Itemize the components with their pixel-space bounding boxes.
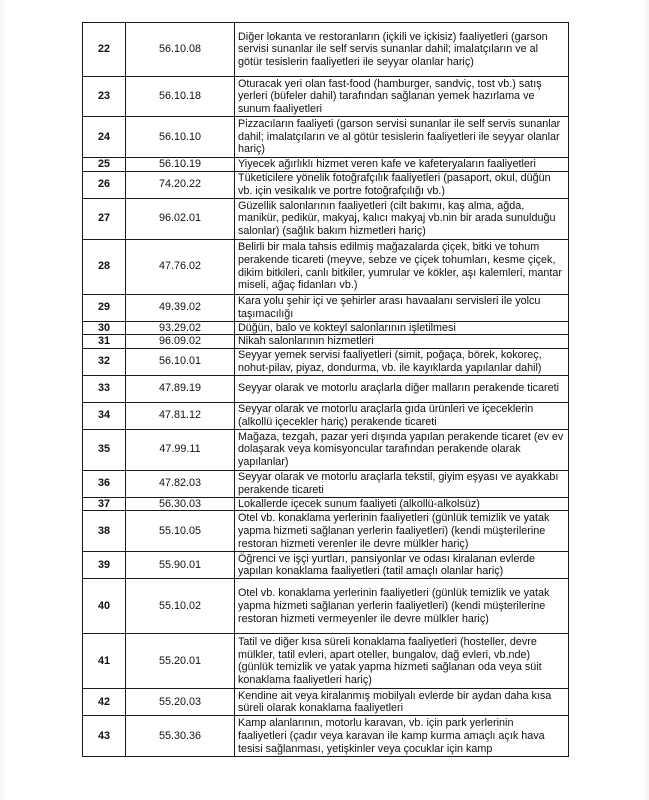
table-row xyxy=(83,335,569,349)
activity-description: Tatil ve diğer kısa süreli konaklama faaliyetleri (hosteller, devre mülkler, tatil evleri, apart oteller, bungalov, dağ evleri, vb.nde) (günlük temizlik ve yatak yapma hizmeti sağlanan oda veya süit konaklama faaliyetleri hariç) xyxy=(235,634,569,689)
activity-description: Lokallerde içecek sunum faaliyeti (alkollü-alkolsüz) xyxy=(235,497,569,511)
nace-code: 47.76.02 xyxy=(126,239,235,294)
table-row xyxy=(83,239,569,294)
table-row xyxy=(83,77,569,117)
row-number: 31 xyxy=(83,335,126,349)
table-row xyxy=(83,429,569,470)
nace-code: 56.10.08 xyxy=(126,23,235,77)
row-number: 33 xyxy=(83,375,126,402)
activity-description: Yiyecek ağırlıklı hizmet veren kafe ve kafeteryaların faaliyetleri xyxy=(235,158,569,172)
nace-code: 56.10.19 xyxy=(126,158,235,172)
table-row xyxy=(83,321,569,335)
activity-description: Kendine ait veya kiralanmış mobilyalı evlerde bir aydan daha kısa süreli olarak konaklama faaliyetleri xyxy=(235,689,569,716)
activity-description: Güzellik salonlarının faaliyetleri (cilt bakımı, kaş alma, ağda, manikür, pedikür, makyaj, kalıcı makyaj vb.nin bir arada sunulduğu salonlar) (sağlık bakım hizmetleri hariç) xyxy=(235,198,569,239)
activity-description: Belirli bir mala tahsis edilmiş mağazalarda çiçek, bitki ve tohum perakende ticareti (meyve, sebze ve çiçek tohumları, kesme çiçek, dikim bitkileri, canlı bitkiler, yumrular ve kökler, aşı kalemleri, mantar miseli, ağaç fidanları vb.) xyxy=(235,239,569,294)
nace-code: 55.10.02 xyxy=(126,579,235,634)
table-row xyxy=(83,470,569,497)
activity-description: Öğrenci ve işçi yurtları, pansiyonlar ve odası kiralanan evlerde yapılan konaklama faaliyetleri (tatil amaçlı olanlar hariç) xyxy=(235,552,569,579)
nace-code: 56.10.18 xyxy=(126,77,235,117)
table-row xyxy=(83,402,569,429)
row-number: 35 xyxy=(83,429,126,470)
table-row xyxy=(83,634,569,689)
nace-code: 55.90.01 xyxy=(126,552,235,579)
activity-description: Pizzacıların faaliyeti (garson servisi sunanlar ile self servis sunanlar dahil; imalatçıların ve al götür tesislerin faaliyetleri ile seyyar olanlar hariç) xyxy=(235,117,569,158)
nace-code: 55.10.05 xyxy=(126,511,235,552)
row-number: 30 xyxy=(83,321,126,335)
nace-code: 56.10.10 xyxy=(126,117,235,158)
row-number: 38 xyxy=(83,511,126,552)
nace-code: 49.39.02 xyxy=(126,294,235,321)
nace-code: 93.29.02 xyxy=(126,321,235,335)
row-number: 32 xyxy=(83,348,126,375)
activity-description: Otel vb. konaklama yerlerinin faaliyetleri (günlük temizlik ve yatak yapma hizmeti sağlanan yerlerin faaliyetleri) (kendi müşterilerine restoran hizmeti vermeyenler ile devre mülkler hariç) xyxy=(235,579,569,634)
table-row xyxy=(83,117,569,158)
row-number: 29 xyxy=(83,294,126,321)
row-number: 23 xyxy=(83,77,126,117)
nace-code: 96.02.01 xyxy=(126,198,235,239)
activity-description: Seyyar olarak ve motorlu araçlarla tekstil, giyim eşyası ve ayakkabı perakende ticareti xyxy=(235,470,569,497)
row-number: 43 xyxy=(83,716,126,757)
table-row xyxy=(83,689,569,716)
activity-description: Düğün, balo ve kokteyl salonlarının işletilmesi xyxy=(235,321,569,335)
table-row xyxy=(83,294,569,321)
nace-code: 55.20.01 xyxy=(126,634,235,689)
table-row xyxy=(83,198,569,239)
activity-description: Nikah salonlarının hizmetleri xyxy=(235,335,569,349)
activity-description: Mağaza, tezgah, pazar yeri dışında yapılan perakende ticaret (ev ev dolaşarak veya komisyoncular tarafından perakende olarak yapılanlar) xyxy=(235,429,569,470)
nace-code: 47.81.12 xyxy=(126,402,235,429)
nace-code: 74.20.22 xyxy=(126,171,235,198)
activity-description: Seyyar olarak ve motorlu araçlarla gıda ürünleri ve içeceklerin (alkollü içecekler hariç) perakende ticareti xyxy=(235,402,569,429)
row-number: 34 xyxy=(83,402,126,429)
nace-code: 47.82.03 xyxy=(126,470,235,497)
row-number: 26 xyxy=(83,171,126,198)
table-row xyxy=(83,171,569,198)
activity-description: Kara yolu şehir içi ve şehirler arası havaalanı servisleri ile yolcu taşımacılığı xyxy=(235,294,569,321)
activity-code-table xyxy=(82,22,569,757)
row-number: 37 xyxy=(83,497,126,511)
table-row xyxy=(83,579,569,634)
table-row xyxy=(83,158,569,172)
row-number: 36 xyxy=(83,470,126,497)
activity-description: Seyyar olarak ve motorlu araçlarla diğer malların perakende ticareti xyxy=(235,375,569,402)
table-row xyxy=(83,375,569,402)
row-number: 40 xyxy=(83,579,126,634)
activity-description: Oturacak yeri olan fast-food (hamburger, sandviç, tost vb.) satış yerleri (büfeler dahil) tarafından sağlanan yemek hazırlama ve sunum faaliyetleri xyxy=(235,77,569,117)
nace-code: 56.30.03 xyxy=(126,497,235,511)
row-number: 41 xyxy=(83,634,126,689)
activity-description: Seyyar yemek servisi faaliyetleri (simit, poğaça, börek, kokoreç, nohut-pilav, piyaz, dondurma, vb. ile kayıklarda yapılanlar dahil) xyxy=(235,348,569,375)
table-row xyxy=(83,511,569,552)
table-row xyxy=(83,23,569,77)
table-row xyxy=(83,716,569,757)
nace-code: 55.20.03 xyxy=(126,689,235,716)
table-row xyxy=(83,552,569,579)
row-number: 25 xyxy=(83,158,126,172)
row-number: 24 xyxy=(83,117,126,158)
row-number: 42 xyxy=(83,689,126,716)
table-row xyxy=(83,497,569,511)
activity-description: Diğer lokanta ve restoranların (içkili ve içkisiz) faaliyetleri (garson servisi sunanlar ile self servis sunanlar dahil; imalatçıların ve al götür tesislerin faaliyetleri ile seyyar olanlar hariç) xyxy=(235,23,569,77)
row-number: 22 xyxy=(83,23,126,77)
table-row xyxy=(83,348,569,375)
row-number: 28 xyxy=(83,239,126,294)
nace-code: 47.89.19 xyxy=(126,375,235,402)
nace-code: 55.30.36 xyxy=(126,716,235,757)
activity-description: Kamp alanlarının, motorlu karavan, vb. için park yerlerinin faaliyetleri (çadır veya karavan ile kamp kurma amaçlı açık hava tesisi sağlanması, yetişkinler veya çocuklar için kamp xyxy=(235,716,569,757)
nace-code: 47.99.11 xyxy=(126,429,235,470)
row-number: 27 xyxy=(83,198,126,239)
activity-description: Tüketicilere yönelik fotoğrafçılık faaliyetleri (pasaport, okul, düğün vb. için vesikalık ve portre fotoğrafçılığı vb.) xyxy=(235,171,569,198)
nace-code: 96.09.02 xyxy=(126,335,235,349)
nace-code: 56.10.01 xyxy=(126,348,235,375)
row-number: 39 xyxy=(83,552,126,579)
activity-description: Otel vb. konaklama yerlerinin faaliyetleri (günlük temizlik ve yatak yapma hizmeti sağlanan yerlerin faaliyetleri) (kendi müşterilerine restoran hizmeti verenler ile devre mülkler hariç) xyxy=(235,511,569,552)
